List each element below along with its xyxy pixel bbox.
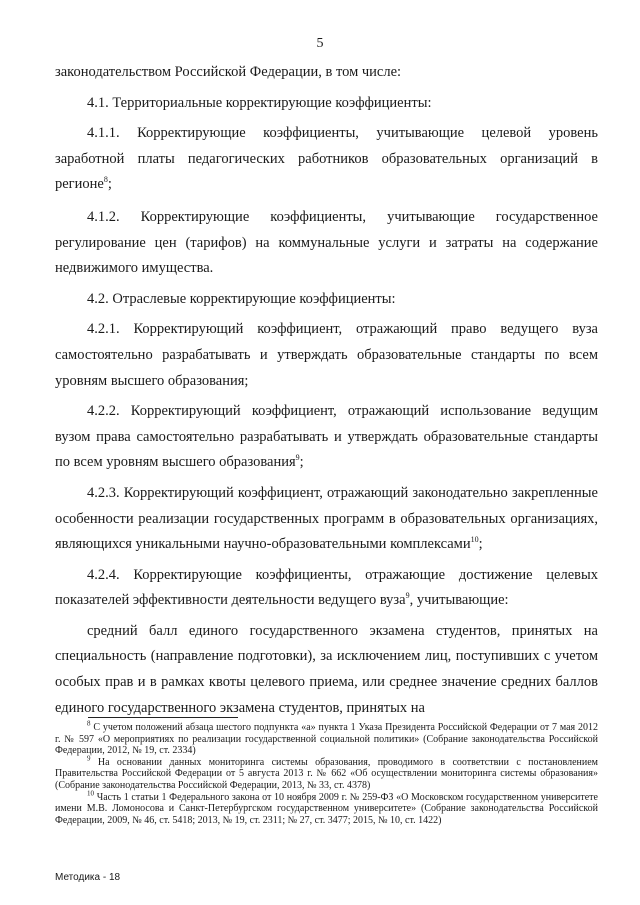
paragraph-4-1-2: 4.1.2. Корректирующие коэффициенты, учитывающие государственное регулирование цен (тарифов) на коммунальные услуги и затраты на содержание недвижимого имущества. bbox=[55, 208, 598, 277]
body-text bbox=[55, 60, 598, 721]
footnote-ref-8: 8 bbox=[103, 175, 108, 185]
page-footer: Методика - 18 bbox=[55, 872, 121, 883]
paragraph-4-2-4: 4.2.4. Корректирующие коэффициенты, отражающие достижение целевых показателей эффективности деятельности ведущего вуза$^9$, учитывающие: bbox=[55, 566, 598, 609]
footnote-9: $^9$ На основании данных мониторинга системы образования, проводимого в соответствии с постановлением Правительства Российской Федерации от 5 августа 2013 г. № 662 «Об осуществлении мониторинга системы образования» (Собрание законодательства Российской Федерации, 2013, № 33, ст. 4378) bbox=[55, 754, 598, 791]
paragraph-4-1: 4.1. Территориальные корректирующие коэффициенты: bbox=[87, 94, 432, 111]
paragraph-4-2-1: 4.2.1. Корректирующий коэффициент, отражающий право ведущего вуза самостоятельно разрабатывать и утверждать образовательные стандарты по всем уровням высшего образования; bbox=[55, 321, 598, 389]
footnote-ref-10: 10 bbox=[470, 535, 479, 545]
footnotes bbox=[55, 719, 598, 826]
paragraph-4-2-2: 4.2.2. Корректирующий коэффициент, отражающий использование ведущим вузом права самостоятельно разрабатывать и утверждать образовательные стандарты по всем уровням высшего образования$^9$; bbox=[55, 403, 598, 471]
paragraph-4-2-3: 4.2.3. Корректирующий коэффициент, отражающий законодательно закрепленные особенности реализации государственных программ в образовательных организациях, являющихся уникальными научно-образовательными комплексами$^{10}$; bbox=[55, 484, 598, 553]
footnote-10: $^{10}$ Часть 1 статьи 1 Федерального закона от 10 ноября 2009 г. № 259-ФЗ «О Московском государственном университете имени М.В. Ломоносова и Санкт-Петербургском государственном университете» (Собрание законодательства Российской Федерации, 2009, № 46, ст. 5418; 2013, № 19, ст. 2311; № 27, ст. 3477; 2015, № 10, ст. 1422) bbox=[55, 789, 598, 826]
paragraph-4-2: 4.2. Отраслевые корректирующие коэффициенты: bbox=[87, 290, 396, 307]
footnote-divider bbox=[88, 717, 238, 718]
paragraph-intro: законодательством Российской Федерации, в том числе: bbox=[55, 64, 402, 80]
page-number: 5 bbox=[316, 36, 324, 51]
paragraph-average-score: средний балл единого государственного экзамена студентов, принятых на специальность (направление подготовки), за исключением лиц, поступивших с учетом особых прав и в рамках квоты целевого приема, или среднее значение средних баллов единого государственного экзамена студентов, принятых на bbox=[55, 622, 598, 716]
footnote-ref-9b: 9 bbox=[405, 591, 410, 601]
paragraph-4-1-1: 4.1.1. Корректирующие коэффициенты, учитывающие целевой уровень заработной платы педагогических работников образовательных организаций в регионе$^8$; bbox=[55, 125, 598, 193]
footnote-8: $^8$ С учетом положений абзаца шестого подпункта «а» пункта 1 Указа Президента Российской Федерации от 7 мая 2012 г. № 597 «О мероприятиях по реализации государственной социальной политики» (Собрание законодательства Российской Федерации, 2012, № 19, ст. 2334) bbox=[55, 719, 598, 757]
footnote-ref-9: 9 bbox=[295, 453, 300, 463]
